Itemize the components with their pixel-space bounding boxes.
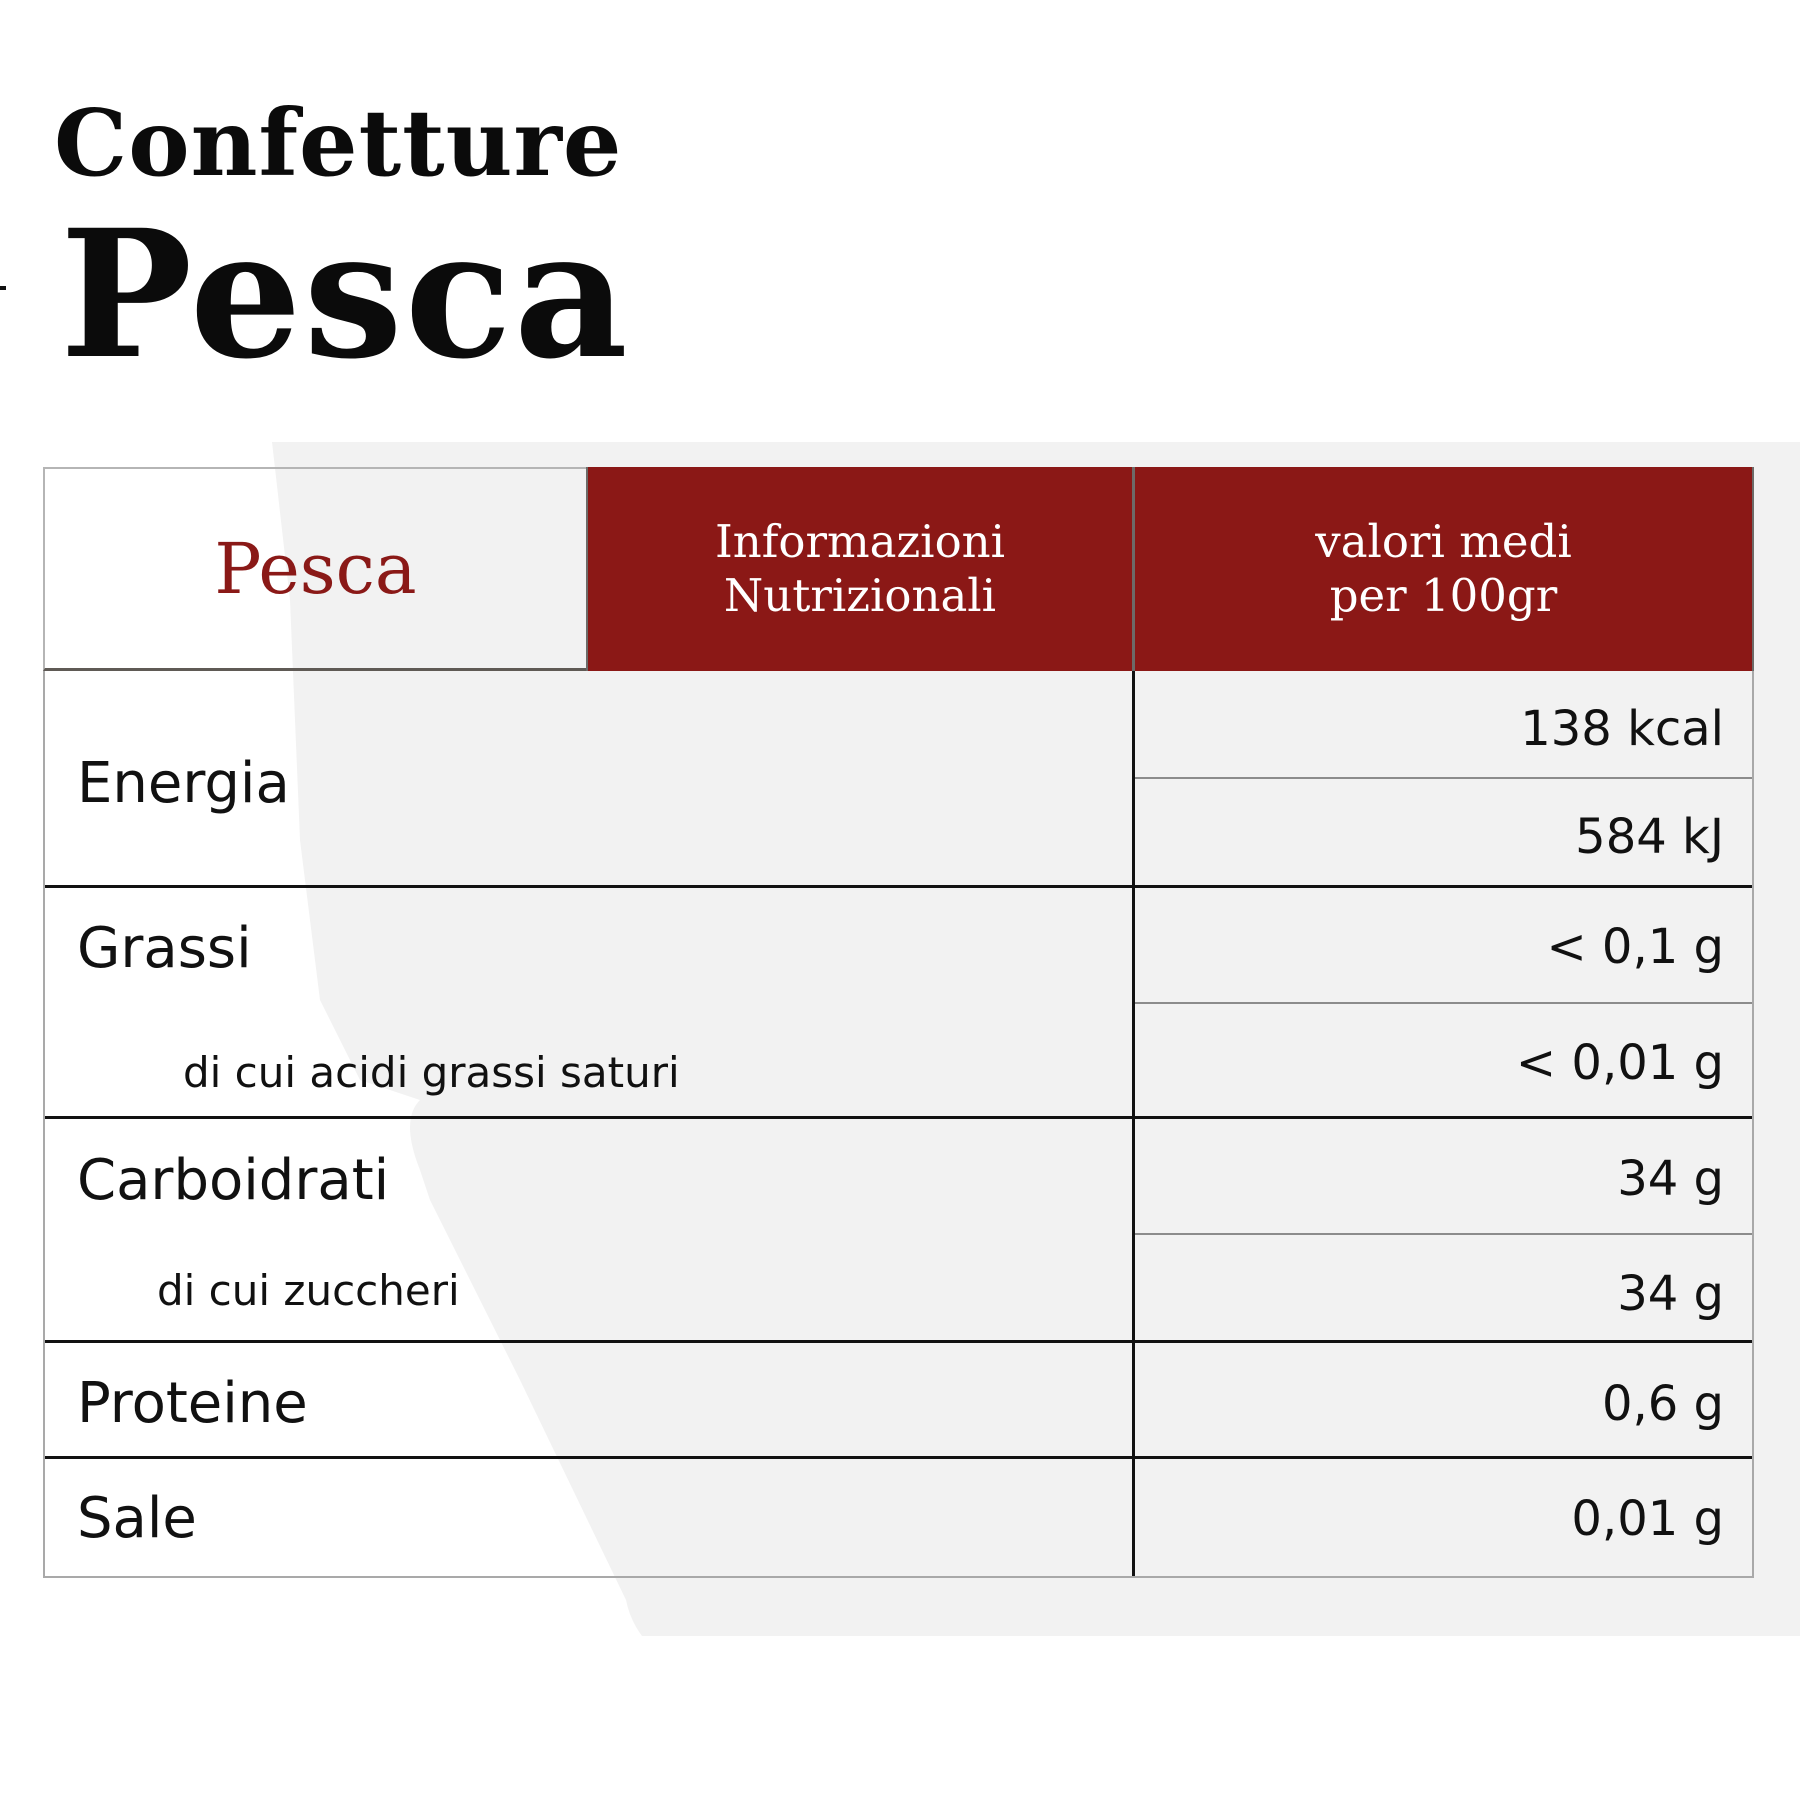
row-divider <box>45 1340 1752 1343</box>
sub-divider <box>1135 777 1752 779</box>
row-label-energia: Energia <box>77 751 290 816</box>
sub-divider <box>1135 1233 1752 1235</box>
value-sale: 0,01 g <box>1571 1491 1724 1547</box>
row-sublabel-saturi: di cui acidi grassi saturi <box>183 1048 680 1097</box>
column-divider <box>1132 671 1135 1576</box>
value-saturi: < 0,01 g <box>1515 1035 1724 1091</box>
value-energy-kcal: 138 kcal <box>1520 701 1724 757</box>
category-title: Confetture <box>54 89 623 197</box>
row-divider <box>45 1116 1752 1119</box>
nutrition-table <box>43 467 1754 1578</box>
value-header-line-1: valori medi <box>1315 515 1572 568</box>
row-label-proteine: Proteine <box>77 1371 308 1436</box>
sub-divider <box>1135 1002 1752 1004</box>
value-proteine: 0,6 g <box>1601 1376 1724 1432</box>
value-zuccheri: 34 g <box>1617 1266 1724 1322</box>
row-label-carboidrati: Carboidrati <box>77 1148 390 1213</box>
table-body <box>43 671 1754 1578</box>
value-grassi: < 0,1 g <box>1546 919 1724 975</box>
value-header-line-2: per 100gr <box>1329 569 1558 622</box>
value-header <box>1132 467 1754 671</box>
row-sublabel-zuccheri: di cui zuccheri <box>157 1266 460 1315</box>
row-label-sale: Sale <box>77 1486 197 1551</box>
info-header <box>586 467 1132 671</box>
edge-mark <box>0 286 6 290</box>
row-divider <box>45 885 1752 888</box>
row-label-grassi: Grassi <box>77 916 252 981</box>
product-title: Pesca <box>60 191 630 398</box>
value-energy-kj: 584 kJ <box>1575 809 1724 865</box>
info-header-line-1: Informazioni <box>714 515 1006 568</box>
info-header-line-2: Nutrizionali <box>723 569 997 622</box>
value-carboidrati: 34 g <box>1617 1151 1724 1207</box>
table-product-label: Pesca <box>43 467 588 671</box>
row-divider <box>45 1456 1752 1459</box>
